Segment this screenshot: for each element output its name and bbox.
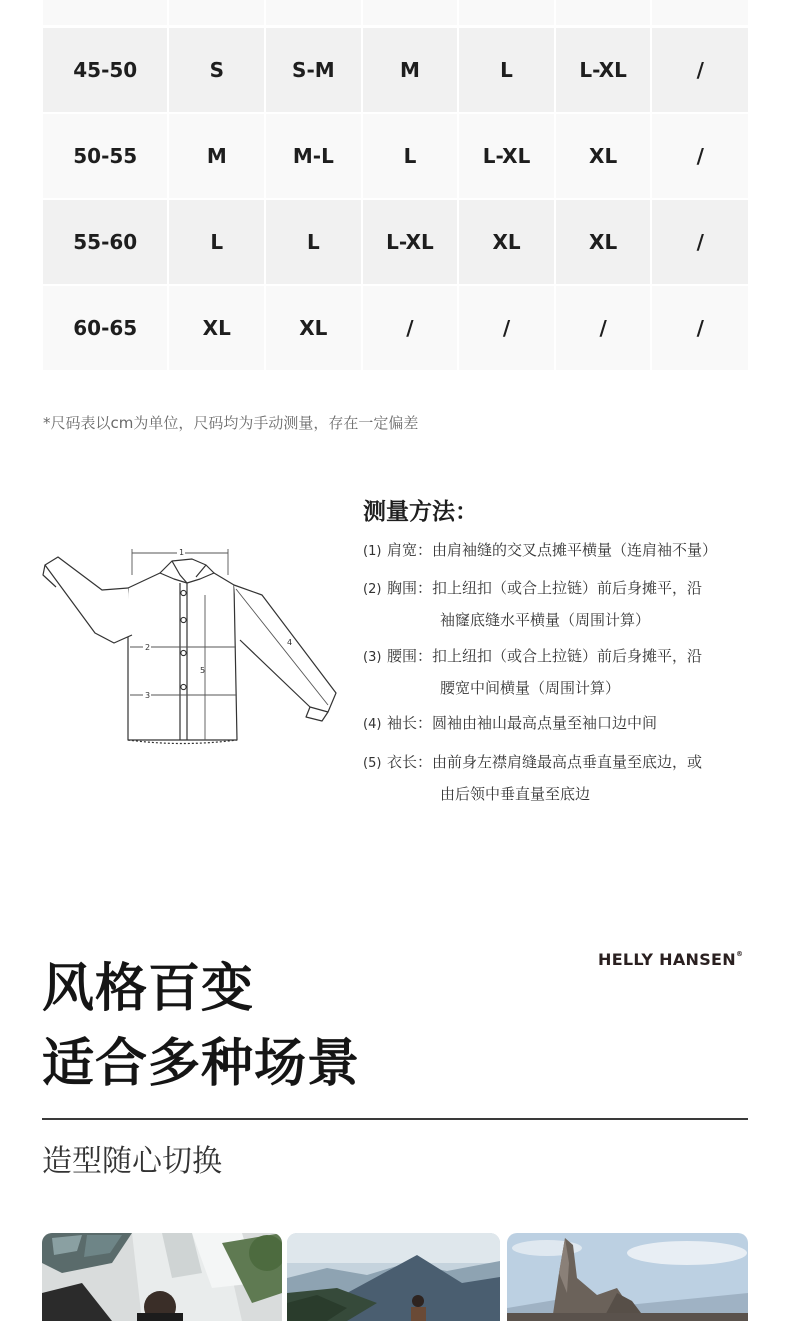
table-cell bbox=[43, 0, 167, 25]
subheading: 造型随心切换 bbox=[42, 1144, 222, 1179]
step-number: (5) bbox=[363, 756, 382, 771]
jacket-measurement-diagram bbox=[40, 535, 340, 750]
table-cell: M bbox=[169, 114, 264, 198]
step-number: (4) bbox=[363, 717, 382, 732]
table-cell bbox=[169, 0, 264, 25]
table-cell: / bbox=[556, 286, 651, 370]
table-cell: XL bbox=[266, 286, 361, 370]
table-cell: L-XL bbox=[556, 28, 651, 112]
step-number: (1) bbox=[363, 544, 382, 559]
step-label: 袖长： bbox=[387, 714, 433, 732]
table-row bbox=[43, 0, 748, 25]
table-row bbox=[43, 286, 748, 370]
measurement-title: 测量方法： bbox=[363, 499, 478, 525]
diagram-label-2: 2 bbox=[145, 643, 151, 652]
headline-line-2: 适合多种场景 bbox=[42, 1034, 361, 1094]
step-text: 扣上纽扣（或合上拉链）前后身摊平，沿 bbox=[432, 647, 703, 665]
step-label: 胸围： bbox=[387, 579, 433, 597]
table-cell: L bbox=[459, 28, 554, 112]
photo-urban bbox=[42, 1233, 282, 1321]
step-text-continued: 由后领中垂直量至底边 bbox=[440, 785, 591, 803]
table-cell: XL bbox=[556, 114, 651, 198]
step-text: 圆袖由袖山最高点量至袖口边中间 bbox=[432, 714, 658, 732]
table-cell: / bbox=[652, 114, 748, 198]
table-row bbox=[43, 200, 748, 284]
list-item bbox=[363, 747, 702, 809]
diagram-label-5: 5 bbox=[200, 666, 206, 675]
table-cell bbox=[363, 0, 458, 25]
step-text-continued: 袖窿底缝水平横量（周围计算） bbox=[440, 611, 651, 629]
list-item bbox=[363, 535, 717, 567]
table-cell: L bbox=[363, 114, 458, 198]
list-item bbox=[363, 573, 702, 635]
table-cell: 50-55 bbox=[43, 114, 167, 198]
diagram-label-1: 1 bbox=[179, 548, 185, 557]
table-cell: M-L bbox=[266, 114, 361, 198]
section-divider bbox=[42, 1118, 748, 1120]
mountain-hiker-photo-icon bbox=[287, 1233, 500, 1321]
step-label: 衣长： bbox=[387, 753, 433, 771]
table-cell: / bbox=[459, 286, 554, 370]
diagram-label-3: 3 bbox=[145, 691, 151, 700]
table-row bbox=[43, 28, 748, 112]
rock-spire-photo-icon bbox=[507, 1233, 748, 1321]
jacket-diagram-icon bbox=[40, 535, 340, 750]
brand-logo bbox=[598, 950, 743, 969]
urban-building-photo-icon bbox=[42, 1233, 282, 1321]
table-cell: L bbox=[266, 200, 361, 284]
table-cell: XL bbox=[169, 286, 264, 370]
table-cell: S-M bbox=[266, 28, 361, 112]
step-text: 扣上纽扣（或合上拉链）前后身摊平，沿 bbox=[432, 579, 703, 597]
registered-mark: ® bbox=[735, 950, 744, 958]
table-cell bbox=[556, 0, 651, 25]
step-text: 由前身左襟肩缝最高点垂直量至底边，或 bbox=[432, 753, 703, 771]
photo-rocks bbox=[507, 1233, 748, 1321]
table-cell: 55-60 bbox=[43, 200, 167, 284]
headline-line-1: 风格百变 bbox=[42, 959, 255, 1019]
step-number: (3) bbox=[363, 650, 382, 665]
table-cell: / bbox=[652, 286, 748, 370]
table-cell: M bbox=[363, 28, 458, 112]
size-note: *尺码表以cm为单位，尺码均为手动测量，存在一定偏差 bbox=[43, 414, 419, 432]
table-cell bbox=[266, 0, 361, 25]
list-item bbox=[363, 641, 702, 703]
list-item bbox=[363, 708, 657, 740]
step-label: 腰围： bbox=[387, 647, 433, 665]
table-cell bbox=[459, 0, 554, 25]
table-cell: S bbox=[169, 28, 264, 112]
table-cell: 60-65 bbox=[43, 286, 167, 370]
step-text-continued: 腰宽中间横量（周围计算） bbox=[440, 679, 621, 697]
table-cell: 45-50 bbox=[43, 28, 167, 112]
table-cell: L-XL bbox=[459, 114, 554, 198]
table-cell: L bbox=[169, 200, 264, 284]
table-cell bbox=[652, 0, 748, 25]
table-row bbox=[43, 114, 748, 198]
table-cell: XL bbox=[459, 200, 554, 284]
photo-mountain bbox=[287, 1233, 500, 1321]
table-cell: L-XL bbox=[363, 200, 458, 284]
step-text: 由肩袖缝的交叉点摊平横量（连肩袖不量） bbox=[432, 541, 718, 559]
step-number: (2) bbox=[363, 582, 382, 597]
table-cell: / bbox=[652, 28, 748, 112]
table-cell: XL bbox=[556, 200, 651, 284]
step-label: 肩宽： bbox=[387, 541, 433, 559]
brand-name: HELLY HANSEN bbox=[598, 950, 736, 969]
diagram-label-4: 4 bbox=[287, 638, 293, 647]
table-cell: / bbox=[363, 286, 458, 370]
table-cell: / bbox=[652, 200, 748, 284]
